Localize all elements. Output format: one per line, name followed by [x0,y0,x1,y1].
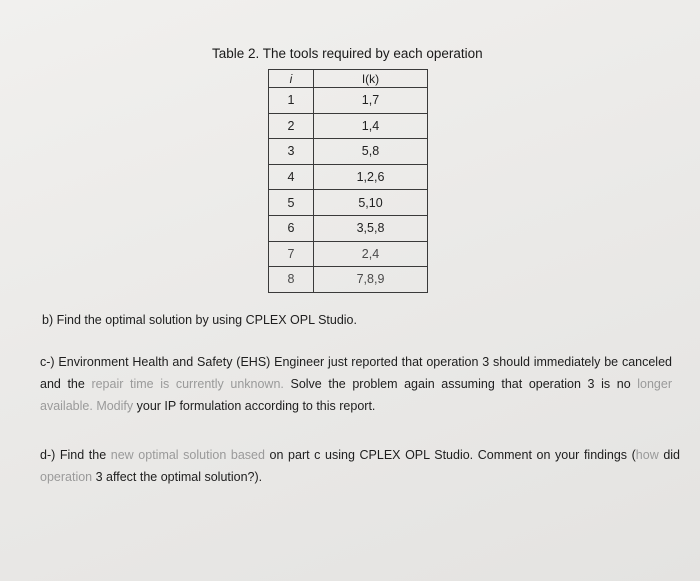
question-d-text: 3 affect the optimal solution?). [92,470,263,484]
question-c-text: your IP formulation according to this report. [133,399,376,413]
cell-tools: 1,7 [314,88,428,114]
table-caption: Table 2. The tools required by each operation [212,46,483,61]
question-c-faded-text: longer available. [40,377,672,413]
cell-operation: 8 [269,267,314,293]
question-c [40,351,672,417]
table-row [269,113,428,139]
header-operation: i [269,70,314,88]
cell-tools: 5,8 [314,139,428,165]
table-row [269,190,428,216]
cell-operation: 2 [269,113,314,139]
question-c-faded-text: repair time is currently unknown. [91,377,284,391]
cell-tools: 5,10 [314,190,428,216]
cell-operation: 4 [269,164,314,190]
table-row [269,164,428,190]
cell-tools: 3,5,8 [314,215,428,241]
cell-tools: 2,4 [314,241,428,267]
question-d-text: on part c using CPLEX OPL Studio. Comment on your findings ( [264,448,636,462]
question-d-faded-text: how [635,448,659,462]
question-d [40,444,680,488]
question-d-text: did [658,448,681,462]
cell-operation: 5 [269,190,314,216]
header-tools: I(k) [314,70,428,88]
cell-tools: 1,4 [314,113,428,139]
table-row [269,88,428,114]
question-d-text: d-) Find the [40,448,111,462]
table-header-row [269,70,428,88]
question-c-text: Solve the problem again assuming that operation 3 is no [283,377,638,391]
tools-table [268,69,428,293]
question-d-faded-text: new optimal solution based [110,448,265,462]
cell-operation: 1 [269,88,314,114]
cell-operation: 7 [269,241,314,267]
question-b: b) Find the optimal solution by using CPLEX OPL Studio. [42,313,357,327]
question-d-faded-text: operation [40,470,93,484]
cell-tools: 1,2,6 [314,164,428,190]
table-row [269,241,428,267]
table-row [269,139,428,165]
cell-operation: 6 [269,215,314,241]
question-c-text: c-) Environment Health and Safety (EHS) Engineer just reported that operation 3 should immediately be canceled and the [40,355,672,391]
cell-operation: 3 [269,139,314,165]
table-row [269,215,428,241]
cell-tools: 7,8,9 [314,267,428,293]
question-c-faded-text: Modify [96,399,134,413]
table-row [269,267,428,293]
